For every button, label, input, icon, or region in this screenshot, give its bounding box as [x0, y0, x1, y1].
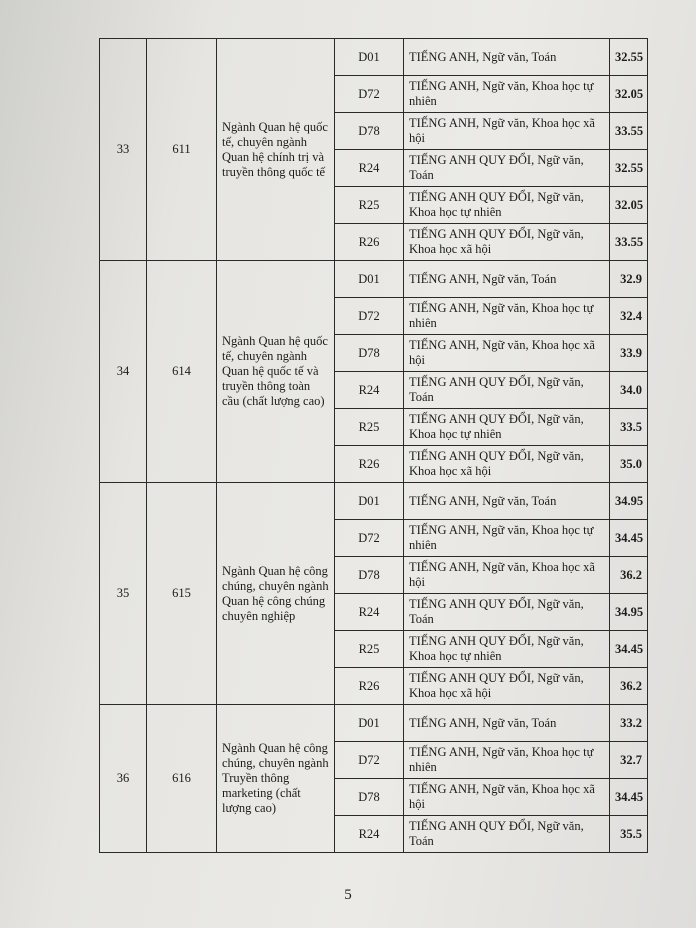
combination-code: D01 [335, 705, 404, 742]
score: 33.2 [610, 705, 648, 742]
table-row [100, 483, 648, 520]
score: 33.55 [610, 113, 648, 150]
subjects: TIẾNG ANH, Ngữ văn, Khoa học tự nhiên [404, 298, 610, 335]
combination-code: D01 [335, 261, 404, 298]
score: 34.95 [610, 594, 648, 631]
score: 34.95 [610, 483, 648, 520]
combination-code: R26 [335, 224, 404, 261]
score: 32.55 [610, 39, 648, 76]
combination-code: D78 [335, 779, 404, 816]
subjects: TIẾNG ANH QUY ĐỔI, Ngữ văn, Khoa học tự nhiên [404, 631, 610, 668]
subjects: TIẾNG ANH QUY ĐỔI, Ngữ văn, Khoa học tự nhiên [404, 409, 610, 446]
score: 32.05 [610, 187, 648, 224]
major-code: 616 [147, 705, 217, 853]
subjects: TIẾNG ANH QUY ĐỔI, Ngữ văn, Khoa học tự nhiên [404, 187, 610, 224]
score: 33.5 [610, 409, 648, 446]
score: 32.9 [610, 261, 648, 298]
major-code: 611 [147, 39, 217, 261]
subjects: TIẾNG ANH, Ngữ văn, Khoa học tự nhiên [404, 76, 610, 113]
score: 36.2 [610, 557, 648, 594]
subjects: TIẾNG ANH, Ngữ văn, Toán [404, 483, 610, 520]
subjects: TIẾNG ANH, Ngữ văn, Khoa học xã hội [404, 779, 610, 816]
subjects: TIẾNG ANH QUY ĐỔI, Ngữ văn, Toán [404, 594, 610, 631]
page-number: 5 [344, 887, 352, 903]
major-name: Ngành Quan hệ quốc tế, chuyên ngành Quan hệ quốc tế và truyền thông toàn cầu (chất lượng cao) [217, 261, 335, 483]
major-name: Ngành Quan hệ công chúng, chuyên ngành Truyền thông marketing (chất lượng cao) [217, 705, 335, 853]
combination-code: D72 [335, 742, 404, 779]
combination-code: D01 [335, 483, 404, 520]
row-number: 35 [100, 483, 147, 705]
combination-code: D72 [335, 520, 404, 557]
combination-code: R24 [335, 594, 404, 631]
score: 33.55 [610, 224, 648, 261]
score: 35.0 [610, 446, 648, 483]
table-row [100, 705, 648, 742]
score: 35.5 [610, 816, 648, 853]
table-row [100, 261, 648, 298]
subjects: TIẾNG ANH QUY ĐỔI, Ngữ văn, Khoa học xã hội [404, 224, 610, 261]
row-number: 36 [100, 705, 147, 853]
score: 34.45 [610, 631, 648, 668]
row-number: 33 [100, 39, 147, 261]
subjects: TIẾNG ANH, Ngữ văn, Khoa học xã hội [404, 335, 610, 372]
combination-code: D01 [335, 39, 404, 76]
combination-code: R25 [335, 187, 404, 224]
table-row [100, 39, 648, 76]
combination-code: R25 [335, 631, 404, 668]
combination-code: D72 [335, 76, 404, 113]
combination-code: R26 [335, 446, 404, 483]
subjects: TIẾNG ANH QUY ĐỔI, Ngữ văn, Khoa học xã hội [404, 668, 610, 705]
major-name: Ngành Quan hệ quốc tế, chuyên ngành Quan hệ chính trị và truyền thông quốc tế [217, 39, 335, 261]
score: 36.2 [610, 668, 648, 705]
combination-code: R26 [335, 668, 404, 705]
major-code: 614 [147, 261, 217, 483]
combination-code: R25 [335, 409, 404, 446]
subjects: TIẾNG ANH, Ngữ văn, Khoa học tự nhiên [404, 742, 610, 779]
combination-code: R24 [335, 816, 404, 853]
score: 32.4 [610, 298, 648, 335]
major-name: Ngành Quan hệ công chúng, chuyên ngành Quan hệ công chúng chuyên nghiệp [217, 483, 335, 705]
combination-code: D78 [335, 335, 404, 372]
subjects: TIẾNG ANH QUY ĐỔI, Ngữ văn, Toán [404, 816, 610, 853]
score: 34.0 [610, 372, 648, 409]
subjects: TIẾNG ANH, Ngữ văn, Khoa học xã hội [404, 557, 610, 594]
subjects: TIẾNG ANH QUY ĐỔI, Ngữ văn, Khoa học xã hội [404, 446, 610, 483]
subjects: TIẾNG ANH QUY ĐỔI, Ngữ văn, Toán [404, 150, 610, 187]
combination-code: R24 [335, 372, 404, 409]
subjects: TIẾNG ANH, Ngữ văn, Toán [404, 261, 610, 298]
combination-code: D78 [335, 113, 404, 150]
subjects: TIẾNG ANH, Ngữ văn, Toán [404, 705, 610, 742]
score: 32.7 [610, 742, 648, 779]
admission-score-table [99, 38, 648, 853]
major-code: 615 [147, 483, 217, 705]
combination-code: R24 [335, 150, 404, 187]
score: 33.9 [610, 335, 648, 372]
score: 32.55 [610, 150, 648, 187]
subjects: TIẾNG ANH, Ngữ văn, Toán [404, 39, 610, 76]
score: 32.05 [610, 76, 648, 113]
score: 34.45 [610, 520, 648, 557]
row-number: 34 [100, 261, 147, 483]
subjects: TIẾNG ANH, Ngữ văn, Khoa học xã hội [404, 113, 610, 150]
combination-code: D72 [335, 298, 404, 335]
combination-code: D78 [335, 557, 404, 594]
score: 34.45 [610, 779, 648, 816]
subjects: TIẾNG ANH, Ngữ văn, Khoa học tự nhiên [404, 520, 610, 557]
subjects: TIẾNG ANH QUY ĐỔI, Ngữ văn, Toán [404, 372, 610, 409]
